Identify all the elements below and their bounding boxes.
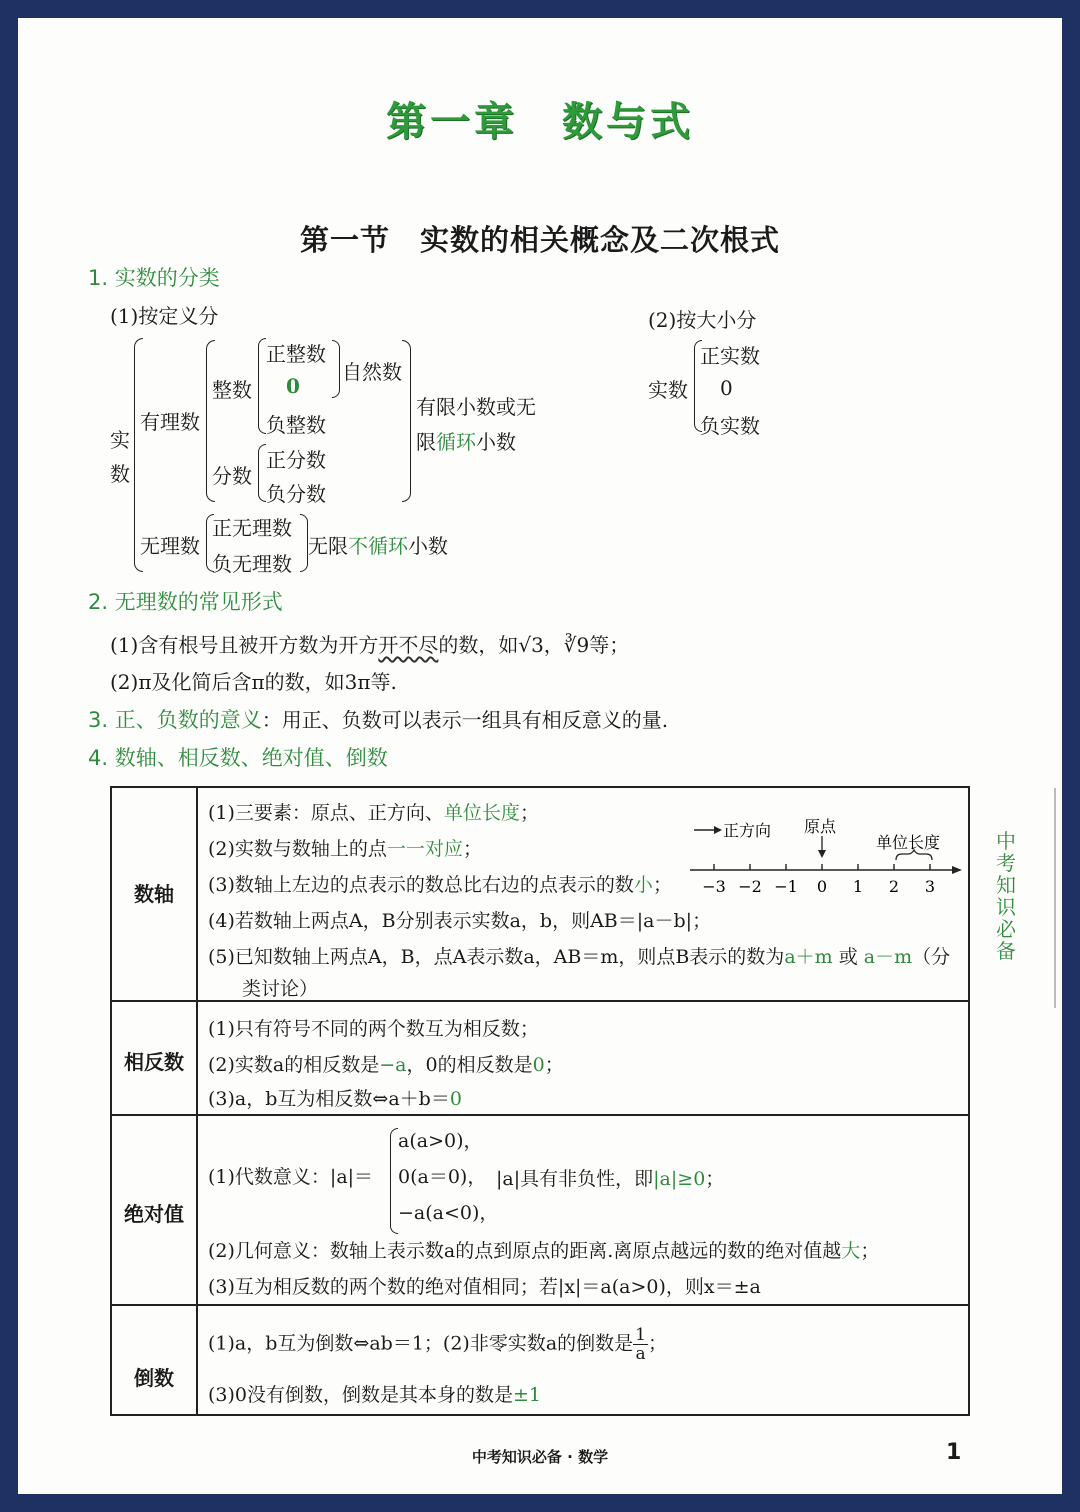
opposite-rule-2: (2)实数a的相反数是−a，0的相反数是0；	[208, 1054, 564, 1076]
fraction-label: 分数	[212, 464, 252, 488]
opposite-rule-3: (3)a，b互为相反数⇔a＋b＝0	[208, 1088, 462, 1110]
negative-integer: 负整数	[266, 413, 326, 437]
brace-fraction	[258, 444, 266, 502]
side-char: 中	[996, 829, 1016, 853]
side-char: 识	[996, 895, 1016, 919]
side-char: 必	[996, 917, 1016, 941]
infinite-nonrepeating: 无限不循环小数	[308, 534, 448, 558]
by-definition-label: (1)按定义分	[110, 304, 219, 328]
row-divider	[112, 1000, 968, 1002]
brace-natural	[332, 340, 340, 398]
fraction-one-over-a: $\frac{1}{a}$	[635, 1325, 646, 1364]
axis-tick-label: −3	[702, 877, 726, 896]
integer-label: 整数	[212, 378, 252, 402]
absolute-nonneg: |a|具有非负性，即|a|≥0；	[496, 1168, 725, 1190]
negative-fraction: 负分数	[266, 482, 326, 506]
axis-tick-label: 3	[924, 877, 936, 896]
origin-pointer-head	[818, 850, 826, 858]
concept-table	[110, 786, 970, 1416]
heading-irrational-forms: 2. 无理数的常见形式	[88, 590, 283, 614]
irrational-form-2: (2)π及化简后含π的数，如3π等.	[110, 670, 397, 694]
real-label-1: 实	[110, 428, 130, 452]
zero-real: 0	[720, 376, 733, 400]
axis-rule-5-cont: 类讨论）	[242, 978, 319, 1000]
axis-tick-label: 0	[816, 877, 828, 896]
natural-number: 自然数	[342, 360, 402, 384]
page-number: 1	[946, 1440, 962, 1465]
reciprocal-rule-1: (1)a，b互为倒数⇔ab＝1；(2)非零实数a的倒数是 $\frac{1}{a}$ ；	[208, 1325, 667, 1364]
axis-rule-2: (2)实数与数轴上的点一一对应；	[208, 838, 482, 860]
axis-rule-4: (4)若数轴上两点A，B分别表示实数a，b，则AB＝|a－b|；	[208, 910, 712, 932]
brace-infinite	[300, 514, 308, 572]
label-absolute: 绝对值	[124, 1202, 184, 1226]
direction-arrow-head	[714, 826, 722, 834]
by-size-label: (2)按大小分	[648, 308, 757, 332]
number-line-figure	[690, 816, 970, 916]
brace-finite	[402, 340, 411, 502]
finite-line-2: 限循环小数	[416, 430, 516, 454]
finite-line-1: 有限小数或无	[416, 395, 536, 419]
axis-rule-3: (3)数轴上左边的点表示的数总比右边的点表示的数小；	[208, 874, 672, 896]
opposite-rule-1: (1)只有符号不同的两个数互为相反数；	[208, 1018, 539, 1040]
label-reciprocal: 倒数	[134, 1366, 174, 1390]
side-char: 知	[996, 873, 1016, 897]
side-label	[992, 830, 1020, 962]
label-opposite: 相反数	[124, 1050, 184, 1074]
chapter-title: 第一章 数与式	[386, 99, 694, 145]
table-divider	[196, 788, 198, 1414]
origin-label: 原点	[804, 817, 837, 836]
positive-fraction: 正分数	[266, 448, 326, 472]
absolute-case-2: 0(a＝0)，	[398, 1166, 487, 1188]
heading-classification: 1. 实数的分类	[88, 266, 220, 290]
signed-number-meaning: 3. 正、负数的意义：用正、负数可以表示一组具有相反意义的量.	[88, 708, 669, 732]
axis-tick-label: 1	[852, 877, 864, 896]
direction-label: 正方向	[723, 821, 772, 840]
brace-absolute	[390, 1128, 398, 1234]
reciprocal-rule-2: (3)0没有倒数，倒数是其本身的数是±1	[208, 1384, 542, 1406]
axis-rule-1: (1)三要素：原点、正方向、单位长度；	[208, 802, 539, 824]
negative-irrational: 负无理数	[212, 552, 292, 576]
zero-integer: 0	[286, 374, 300, 398]
positive-real: 正实数	[700, 344, 760, 368]
unit-length-label: 单位长度	[876, 833, 941, 852]
absolute-rule-2: (2)几何意义：数轴上表示数a的点到原点的距离.离原点越远的数的绝对值越大；	[208, 1240, 880, 1262]
negative-real: 负实数	[700, 414, 760, 438]
axis-tick-label: −1	[774, 877, 798, 896]
irrational-form-1: (1)含有根号且被开方数为开方开不尽的数，如√3，∛9等；	[110, 633, 630, 657]
axis-ticks	[702, 864, 935, 896]
absolute-rule-1-lead: (1)代数意义：|a|＝	[208, 1166, 374, 1188]
label-number-line: 数轴	[134, 882, 174, 906]
irrational-label: 无理数	[140, 534, 200, 558]
footer-title: 中考知识必备 · 数学	[471, 1448, 609, 1466]
heading-number-line: 4. 数轴、相反数、绝对值、倒数	[88, 746, 388, 770]
positive-integer: 正整数	[266, 342, 326, 366]
real-number-label: 实数	[648, 378, 688, 402]
section-title: 第一节 实数的相关概念及二次根式	[299, 223, 780, 257]
axis-rule-5: (5)已知数轴上两点A，B，点A表示数a，AB＝m，则点B表示的数为a＋m 或 a－m（分	[208, 946, 951, 968]
axis-tick-label: −2	[738, 877, 762, 896]
absolute-rule-3: (3)互为相反数的两个数的绝对值相同；若|x|＝a(a>0)，则x＝±a	[208, 1276, 761, 1298]
row-divider	[112, 1114, 968, 1116]
positive-irrational: 正无理数	[212, 516, 292, 540]
side-rule	[1054, 788, 1056, 1008]
rational-label: 有理数	[140, 410, 200, 434]
absolute-case-1: a(a>0)，	[398, 1130, 483, 1152]
absolute-case-3: −a(a<0)，	[398, 1202, 499, 1224]
real-label-2: 数	[110, 462, 130, 486]
side-char: 备	[996, 939, 1016, 963]
side-char: 考	[996, 851, 1016, 875]
axis-tick-label: 2	[888, 877, 900, 896]
row-divider	[112, 1304, 968, 1306]
page	[18, 18, 1062, 1494]
brace-integer	[258, 338, 266, 434]
axis-arrow	[952, 866, 962, 874]
